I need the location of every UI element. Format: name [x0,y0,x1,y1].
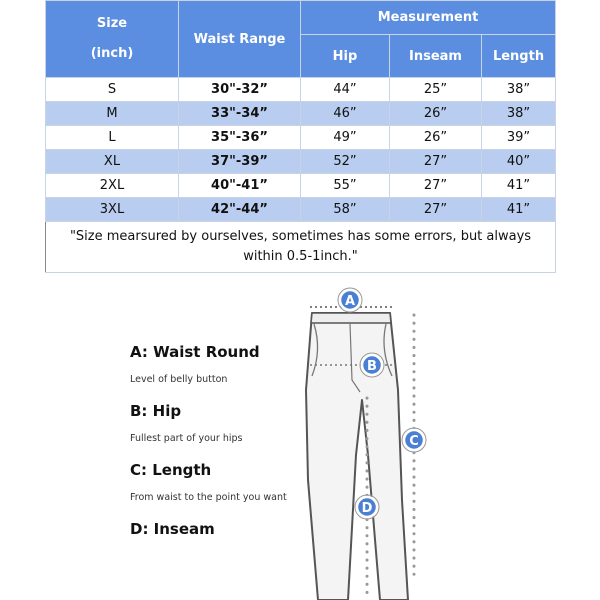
size-cell: 2XL [46,174,179,198]
hip-cell: 49” [301,126,390,150]
hip-header: Hip [301,35,390,78]
size-header-unit: (inch) [90,46,134,61]
marker-a-icon [338,288,362,312]
inseam-cell: 26” [390,102,482,126]
measurement-guide [130,343,310,555]
size-cell: M [46,102,179,126]
table-row [46,102,556,126]
measurement-note: "Size mearsured by ourselves, sometimes has some errors, but always within 0.5-1inch." [46,222,556,273]
table-row [46,174,556,198]
guide-desc: Fullest part of your hips [130,433,243,444]
length-cell: 40” [482,150,556,174]
marker-b-label: B [367,359,377,374]
guide-item-waist [130,343,310,385]
guide-item-hip [130,402,310,444]
inseam-cell: 25” [390,78,482,102]
pants-diagram [290,280,440,600]
table-row [46,126,556,150]
hip-cell: 55” [301,174,390,198]
guide-title: A: Waist Round [130,343,260,361]
guide-title: B: Hip [130,402,182,420]
length-cell: 39” [482,126,556,150]
note-row [46,222,556,273]
size-chart-table [45,0,556,273]
waist-cell: 37"-39” [179,150,301,174]
size-cell: S [46,78,179,102]
marker-b-icon [360,353,384,377]
waist-cell: 30"-32” [179,78,301,102]
size-header-label: Size [96,16,128,31]
guide-item-inseam [130,520,310,538]
guide-title: C: Length [130,461,212,479]
inseam-header: Inseam [390,35,482,78]
waist-range-header: Waist Range [179,1,301,78]
guide-desc: From waist to the point you want [130,492,287,503]
inseam-cell: 27” [390,150,482,174]
length-cell: 38” [482,102,556,126]
hip-cell: 58” [301,198,390,222]
waistband [311,313,391,323]
waist-cell: 42"-44” [179,198,301,222]
pants-outline [306,313,408,600]
size-cell: XL [46,150,179,174]
waist-cell: 40"-41” [179,174,301,198]
length-cell: 41” [482,198,556,222]
table-row [46,150,556,174]
inseam-cell: 27” [390,174,482,198]
size-cell: L [46,126,179,150]
guide-title: D: Inseam [130,520,215,538]
length-cell: 41” [482,174,556,198]
hip-cell: 52” [301,150,390,174]
length-cell: 38” [482,78,556,102]
table-row [46,78,556,102]
hip-cell: 44” [301,78,390,102]
guide-item-length [130,461,310,503]
marker-d-label: D [361,501,373,516]
measurement-header: Measurement [301,1,556,35]
marker-c-label: C [409,434,419,449]
inseam-cell: 27” [390,198,482,222]
table-row [46,198,556,222]
waist-cell: 33"-34” [179,102,301,126]
length-header: Length [482,35,556,78]
marker-c-icon [402,428,426,452]
marker-d-icon [355,495,379,519]
waist-cell: 35"-36” [179,126,301,150]
guide-desc: Level of belly button [130,374,228,385]
size-header [46,1,179,78]
hip-cell: 46” [301,102,390,126]
marker-a-label: A [344,294,356,309]
size-cell: 3XL [46,198,179,222]
inseam-cell: 26” [390,126,482,150]
